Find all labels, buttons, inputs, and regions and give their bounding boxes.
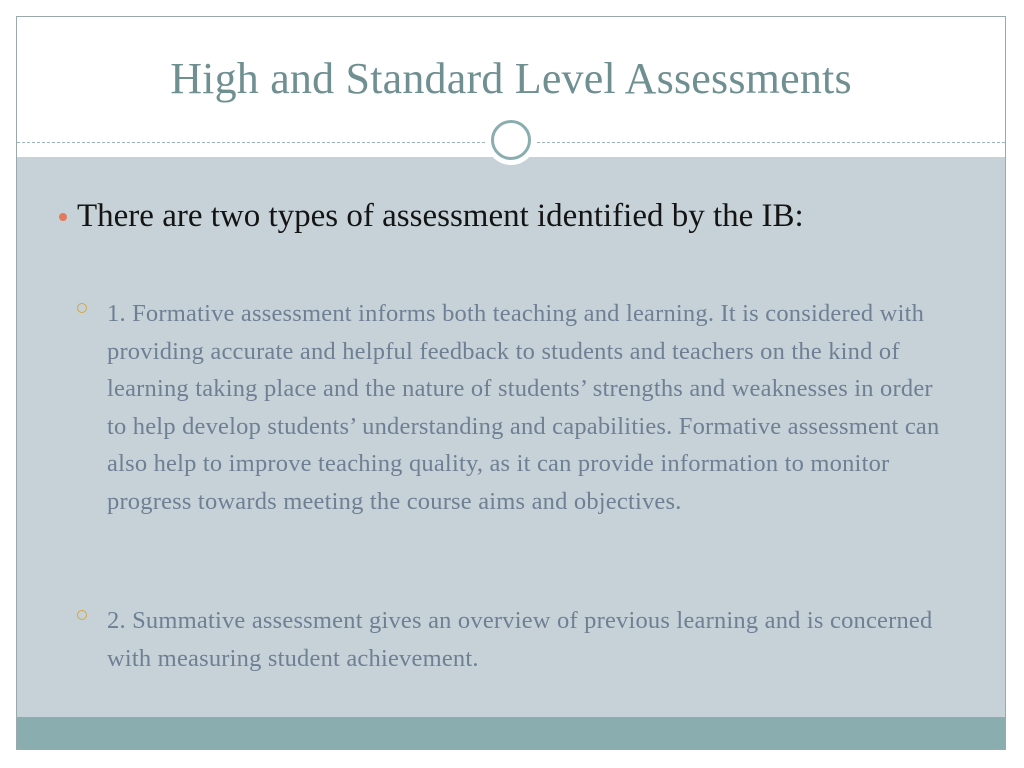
slide	[16, 16, 1006, 750]
hollow-circle-bullet-icon	[77, 303, 87, 313]
ring-ornament-icon	[486, 115, 536, 165]
sub-bullet-text: 1. Formative assessment informs both teaching and learning. It is considered with providing accurate and helpful feedback to students and teachers on the kind of learning taking place and the nature of students’ strengths and weaknesses in order to help develop students’ understanding and capabilities. Formative assessment can also help to improve teaching quality, as it can provide information to monitor progress towards meeting the course aims and objectives.	[107, 300, 940, 515]
hollow-circle-bullet-icon	[77, 610, 87, 620]
sub-bullet-text: 2. Summative assessment gives an overview of previous learning and is concerned with measuring student achievement.	[107, 607, 933, 672]
footer-bar	[17, 717, 1005, 750]
slide-title: High and Standard Level Assessments	[170, 54, 852, 103]
filled-circle-bullet-icon	[59, 213, 67, 221]
ornament-ring	[491, 120, 531, 160]
main-bullet-text: There are two types of assessment identified by the IB:	[77, 198, 804, 234]
